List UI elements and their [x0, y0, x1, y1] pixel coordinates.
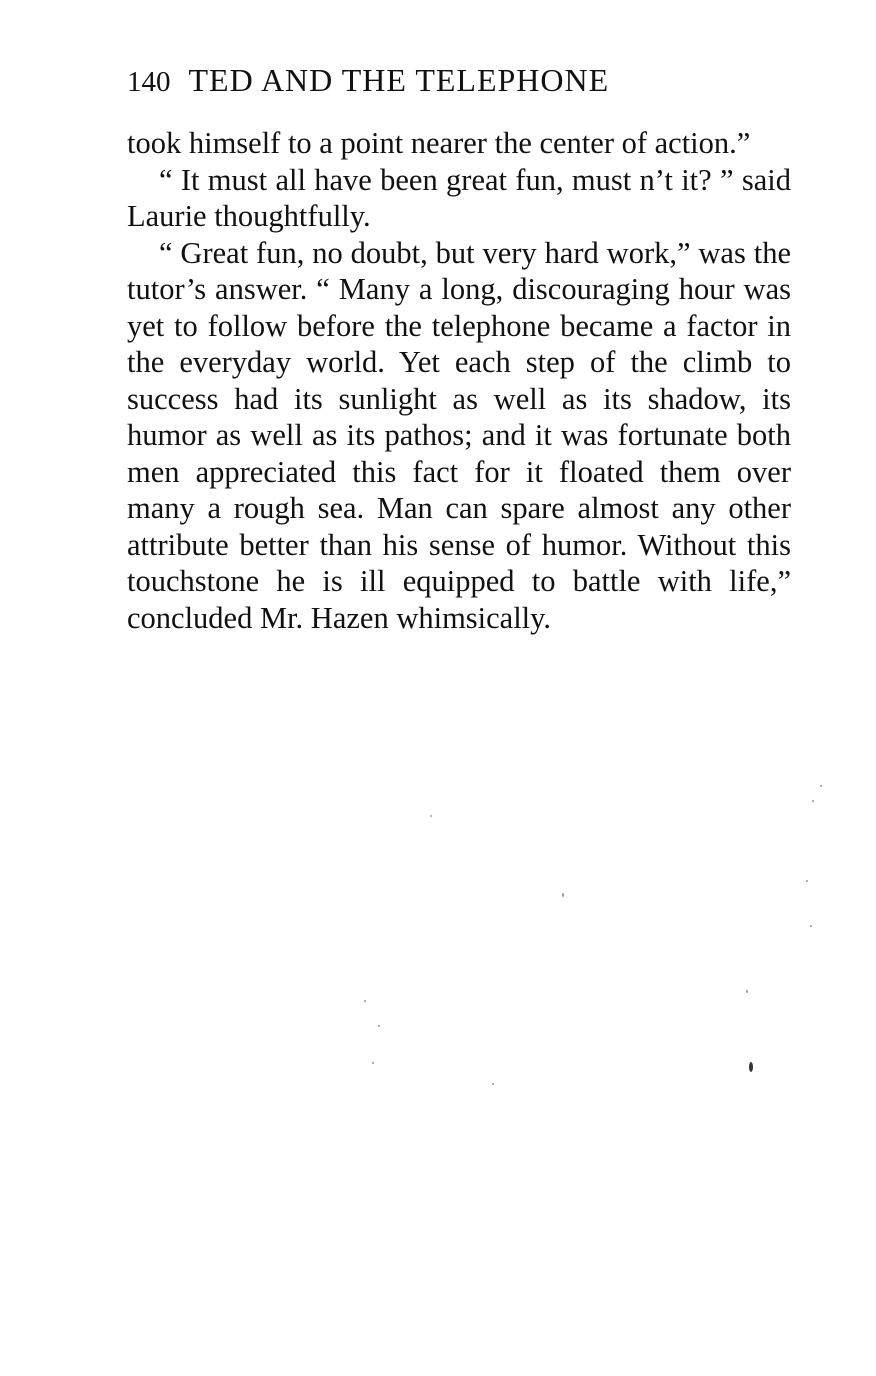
scan-speck — [810, 925, 812, 927]
scan-speck — [562, 893, 564, 897]
scan-speck — [372, 1062, 374, 1064]
scan-speck — [806, 880, 808, 882]
running-title: TED AND THE TELEPHONE — [188, 62, 610, 98]
scan-speck — [812, 800, 814, 802]
paragraph-tutor-answer: “ Great fun, no doubt, but very hard work,” was the tutor’s answer. “ Many a long, discouraging hour was yet to follow before the telephone became a factor in the everyday world. Yet each step of the climb to success had its sunlight as well as its shadow, its humor as well as its pathos; and it was fortunate both men appreciated this fact for it floated them over many a rough sea. Man can spare almost any other attribute better than his sense of humor. Without this touchstone he is ill equipped to battle with life,” concluded Mr. Hazen whimsically. — [127, 235, 791, 635]
scan-speck — [430, 815, 432, 817]
scan-speck — [746, 990, 748, 993]
scan-speck — [364, 1000, 366, 1002]
scan-speck — [749, 1062, 753, 1072]
paragraph-laurie-question: “ It must all have been great fun, must n’t it? ” said Laurie thoughtfully. — [127, 162, 791, 233]
page-number: 140 — [127, 66, 171, 98]
scan-speck — [492, 1083, 494, 1085]
body-text — [127, 125, 791, 636]
scan-speck — [378, 1025, 380, 1027]
running-head — [127, 58, 767, 102]
paragraph-continued: took himself to a point nearer the center of action.” — [127, 126, 751, 160]
scan-speck — [820, 785, 822, 787]
